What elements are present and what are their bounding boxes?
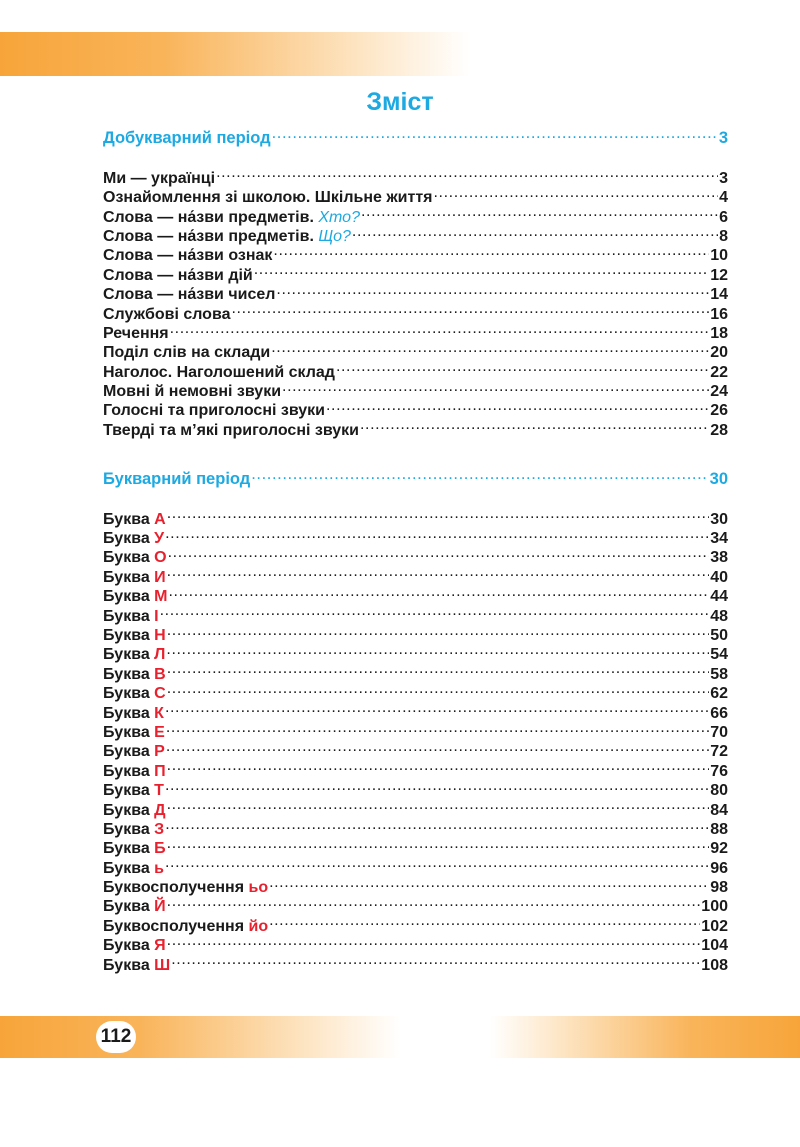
toc-entry-letter: О (154, 549, 167, 567)
toc-entry-label-wrap (103, 266, 253, 285)
toc-entry-letter: П (154, 762, 166, 780)
toc-leader-dots (167, 659, 709, 678)
toc-page-number: 30 (710, 510, 728, 528)
toc-entry-question: Що? (318, 227, 351, 245)
toc-entry-label-wrap (103, 587, 168, 606)
toc-entry-label-wrap (103, 684, 166, 703)
toc-page-number: 70 (710, 723, 728, 741)
toc-entry-label-wrap (103, 839, 166, 858)
toc-entry-letter: У (154, 530, 165, 548)
toc-entry-letter: Л (154, 646, 166, 664)
toc-entry-label-wrap (103, 324, 169, 343)
toc-entry-prefix: Буква (103, 646, 150, 664)
toc-entry-prefix: Буква (103, 665, 150, 683)
toc-entry-prefix: Буква (103, 937, 150, 955)
toc-leader-dots (282, 377, 709, 396)
toc-entry-label-wrap (103, 169, 215, 188)
toc-page-number: 26 (710, 402, 728, 420)
toc-leader-dots (165, 853, 709, 872)
toc-page-number: 44 (710, 588, 728, 606)
footer-decor-band-left (0, 1016, 400, 1058)
toc-page-number: 4 (719, 189, 728, 207)
toc-leader-dots (167, 756, 710, 775)
toc-entry-label-wrap (103, 801, 166, 820)
toc-entry-letter: К (154, 704, 164, 722)
toc-entry[interactable] (103, 524, 728, 548)
toc-entry-label: Речення (103, 324, 169, 342)
toc-leader-dots (360, 415, 709, 434)
toc-entry-letter: ьо (248, 879, 269, 897)
toc-entry-letter: А (154, 510, 166, 528)
toc-page-number: 58 (710, 665, 728, 683)
toc-entry-label: Поділ слів на склади (103, 344, 271, 362)
toc-page-number: 104 (701, 937, 728, 955)
toc-entry[interactable] (103, 911, 728, 935)
toc-entry-label-wrap (103, 859, 164, 878)
toc-entry-label-wrap (103, 665, 166, 684)
toc-leader-dots (272, 124, 718, 143)
toc-leader-dots (165, 815, 709, 834)
toc-entry[interactable] (103, 834, 728, 858)
toc-entry-label-wrap (103, 208, 360, 227)
toc-entry[interactable] (103, 892, 728, 916)
toc-leader-dots (171, 950, 700, 969)
toc-entry-label-wrap (103, 568, 166, 587)
toc-leader-dots (167, 504, 709, 523)
toc-entry-letter: Ш (154, 956, 171, 974)
toc-leader-dots (269, 873, 709, 892)
toc-entry-prefix: Буква (103, 685, 150, 703)
toc-leader-dots (165, 524, 709, 543)
toc-entry[interactable] (103, 931, 728, 955)
toc-page-number: 10 (710, 247, 728, 265)
toc-entry-label-wrap (103, 401, 325, 420)
toc-page-number: 3 (719, 169, 728, 187)
toc-page-number: 96 (710, 859, 728, 877)
toc-leader-dots (170, 319, 710, 338)
toc-entry-prefix: Буква (103, 723, 150, 741)
toc-section-label: Букварний період (103, 470, 251, 489)
toc-entry-label: Службові слова (103, 305, 231, 323)
toc-page-number: 100 (701, 898, 728, 916)
toc-entry-prefix: Буква (103, 704, 150, 722)
toc-entry-prefix: Буква (103, 510, 150, 528)
toc-entry-label-wrap (103, 762, 166, 781)
toc-leader-dots (166, 640, 709, 659)
toc-entry-question: Хто? (318, 208, 360, 226)
toc-entry-label: Ми — українці (103, 169, 216, 187)
toc-page-number: 54 (710, 646, 728, 664)
toc-entry-letter: Н (154, 626, 166, 644)
toc-leader-dots (165, 776, 709, 795)
toc-entry-letter: Я (154, 937, 166, 955)
page-title: Зміст (366, 88, 434, 116)
toc-entry[interactable] (103, 659, 728, 683)
toc-page-number: 50 (710, 626, 728, 644)
toc-entry-label: Слова — на́зви дій (103, 266, 253, 284)
toc-leader-dots (269, 911, 700, 930)
toc-entry-label-wrap (103, 343, 270, 362)
toc-entry-label-wrap (103, 897, 166, 916)
footer-decor-band-right (490, 1016, 800, 1058)
toc-entry-label: Ознайомлення зі школою. Шкільне життя (103, 189, 433, 207)
toc-page-number: 102 (701, 917, 728, 935)
toc-page-number: 28 (710, 421, 728, 439)
toc-page-number: 16 (710, 305, 728, 323)
toc-entry[interactable] (103, 640, 728, 664)
toc-entry[interactable] (103, 795, 728, 819)
toc-leader-dots (251, 465, 708, 484)
toc-section2-list (103, 504, 728, 974)
toc-entry-prefix: Буква (103, 801, 150, 819)
toc-leader-dots (167, 679, 709, 698)
toc-entry-prefix: Буква (103, 588, 150, 606)
toc-page-number: 48 (710, 607, 728, 625)
toc-page-number: 8 (719, 227, 728, 245)
toc-leader-dots (167, 621, 709, 640)
toc-entry[interactable] (103, 698, 728, 722)
toc-page-number: 20 (710, 344, 728, 362)
toc-leader-dots (166, 737, 709, 756)
toc-leader-dots (168, 543, 710, 562)
header-decor-band (0, 32, 470, 76)
toc-leader-dots (165, 698, 709, 717)
toc-entry-prefix: Буква (103, 840, 150, 858)
toc-leader-dots (216, 163, 718, 182)
toc-entry[interactable] (103, 679, 728, 703)
toc-entry-label: Слова — на́зви чисел (103, 286, 276, 304)
toc-entry-label: Голосні та приголосні звуки (103, 402, 325, 420)
toc-section1-list (103, 163, 728, 439)
toc-entry[interactable] (103, 853, 728, 877)
table-of-contents (103, 124, 728, 974)
toc-entry[interactable] (103, 319, 728, 342)
toc-entry-label-wrap (103, 246, 272, 265)
toc-entry-prefix: Буквосполучення (103, 917, 245, 935)
toc-entry-prefix: Буква (103, 743, 150, 761)
toc-entry-prefix: Буква (103, 898, 150, 916)
toc-leader-dots (167, 834, 710, 853)
toc-entry-label-wrap (103, 742, 165, 761)
toc-leader-dots (326, 396, 709, 415)
toc-entry[interactable] (103, 543, 728, 567)
toc-section-label: Добукварний період (103, 129, 271, 148)
toc-entry[interactable] (103, 562, 728, 586)
toc-page-number: 72 (710, 743, 728, 761)
toc-leader-dots (273, 241, 709, 260)
toc-entry-label-wrap (103, 781, 164, 800)
toc-entry-letter: Д (154, 801, 166, 819)
toc-entry-prefix: Буква (103, 530, 150, 548)
toc-entry-prefix: Буква (103, 568, 150, 586)
toc-entry-label-wrap (103, 510, 166, 529)
toc-page-number: 38 (710, 549, 728, 567)
toc-page-number: 80 (710, 782, 728, 800)
toc-entry-label-wrap (103, 421, 359, 440)
toc-leader-dots (276, 280, 709, 299)
toc-leader-dots (167, 795, 710, 814)
toc-entry[interactable] (103, 163, 728, 187)
toc-entry-label: Слова — на́зви предметів. (103, 227, 314, 245)
toc-page-number: 108 (701, 956, 728, 974)
toc-entry-label-wrap (103, 626, 166, 645)
toc-entry[interactable] (103, 601, 728, 625)
toc-entry-label-wrap (103, 645, 165, 664)
toc-entry[interactable] (103, 815, 728, 838)
toc-entry-letter: Т (154, 782, 164, 800)
toc-entry-prefix: Буква (103, 820, 150, 838)
toc-entry[interactable] (103, 718, 728, 741)
toc-leader-dots (352, 222, 718, 241)
toc-page-number: 66 (710, 704, 728, 722)
toc-entry-label-wrap (103, 704, 164, 723)
toc-leader-dots (167, 562, 710, 581)
toc-entry-letter: ь (154, 859, 165, 877)
toc-leader-dots (254, 260, 709, 279)
toc-page-number: 76 (710, 762, 728, 780)
toc-entry[interactable] (103, 873, 728, 897)
toc-entry-letter: И (154, 568, 166, 586)
toc-leader-dots (361, 202, 718, 221)
toc-leader-dots (336, 357, 709, 376)
toc-page-number: 6 (719, 208, 728, 226)
toc-entry-letter: Е (154, 723, 165, 741)
toc-leader-dots (167, 892, 701, 911)
toc-page-number: 22 (710, 363, 728, 381)
toc-entry-prefix: Буква (103, 956, 150, 974)
toc-leader-dots (169, 582, 710, 601)
toc-leader-dots (231, 299, 709, 318)
toc-entry[interactable] (103, 582, 728, 606)
toc-leader-dots (434, 183, 719, 202)
toc-entry-letter: С (154, 685, 166, 703)
toc-leader-dots (160, 601, 710, 620)
toc-entry-prefix: Буквосполучення (103, 879, 245, 897)
toc-page-number: 98 (710, 879, 728, 897)
toc-section-prebukvar[interactable] (103, 124, 728, 148)
toc-leader-dots (271, 338, 709, 357)
toc-leader-dots (167, 931, 701, 950)
toc-leader-dots (166, 718, 709, 737)
toc-entry-label-wrap (103, 548, 167, 567)
toc-entry-prefix: Буква (103, 762, 150, 780)
toc-entry-label-wrap (103, 382, 281, 401)
toc-entry-prefix: Буква (103, 626, 150, 644)
toc-entry-letter: Б (154, 840, 166, 858)
toc-entry-label-wrap (103, 723, 165, 742)
toc-page-number: 24 (710, 383, 728, 401)
toc-entry-prefix: Буква (103, 549, 150, 567)
toc-entry-label: Слова — на́зви предметів. (103, 208, 314, 226)
toc-section-bukvar[interactable] (103, 465, 728, 489)
toc-page-number: 18 (710, 324, 728, 342)
toc-page-number: 92 (710, 840, 728, 858)
toc-entry-letter: З (154, 820, 165, 838)
toc-page-number: 84 (710, 801, 728, 819)
toc-entry-label-wrap (103, 936, 166, 955)
page-number: 112 (96, 1021, 136, 1053)
toc-entry-label: Наголос. Наголошений склад (103, 363, 335, 381)
toc-entry[interactable] (103, 756, 728, 780)
toc-entry[interactable] (103, 776, 728, 800)
toc-page-number: 12 (710, 266, 728, 284)
toc-entry-letter: Й (154, 898, 166, 916)
toc-page-number: 3 (718, 129, 728, 148)
toc-entry-label: Мовні й немовні звуки (103, 383, 282, 401)
toc-entry-letter: йо (248, 917, 269, 935)
toc-entry-prefix: Буква (103, 859, 150, 877)
toc-entry[interactable] (103, 621, 728, 644)
toc-page-number: 62 (710, 685, 728, 703)
toc-entry-prefix: Буква (103, 607, 150, 625)
toc-entry-prefix: Буква (103, 782, 150, 800)
toc-entry[interactable] (103, 737, 728, 761)
toc-entry-letter: М (154, 588, 168, 606)
toc-entry-letter: І (154, 607, 159, 625)
toc-entry[interactable] (103, 338, 728, 362)
toc-entry-letter: В (154, 665, 166, 683)
toc-page-number: 30 (709, 470, 728, 489)
toc-entry-label-wrap (103, 607, 159, 626)
toc-entry-label: Слова — на́зви ознак (103, 247, 273, 265)
toc-page-number: 14 (710, 286, 728, 304)
toc-entry-label-wrap (103, 820, 164, 839)
toc-entry-label-wrap (103, 529, 164, 548)
toc-entry-label: Тверді та м’які приголосні звуки (103, 421, 360, 439)
toc-entry[interactable] (103, 504, 728, 528)
toc-page-number: 34 (710, 530, 728, 548)
toc-page-number: 40 (710, 568, 728, 586)
toc-entry-letter: Р (154, 743, 165, 761)
toc-entry-label-wrap (103, 956, 170, 975)
toc-page-number: 88 (710, 820, 728, 838)
toc-entry[interactable] (103, 950, 728, 974)
